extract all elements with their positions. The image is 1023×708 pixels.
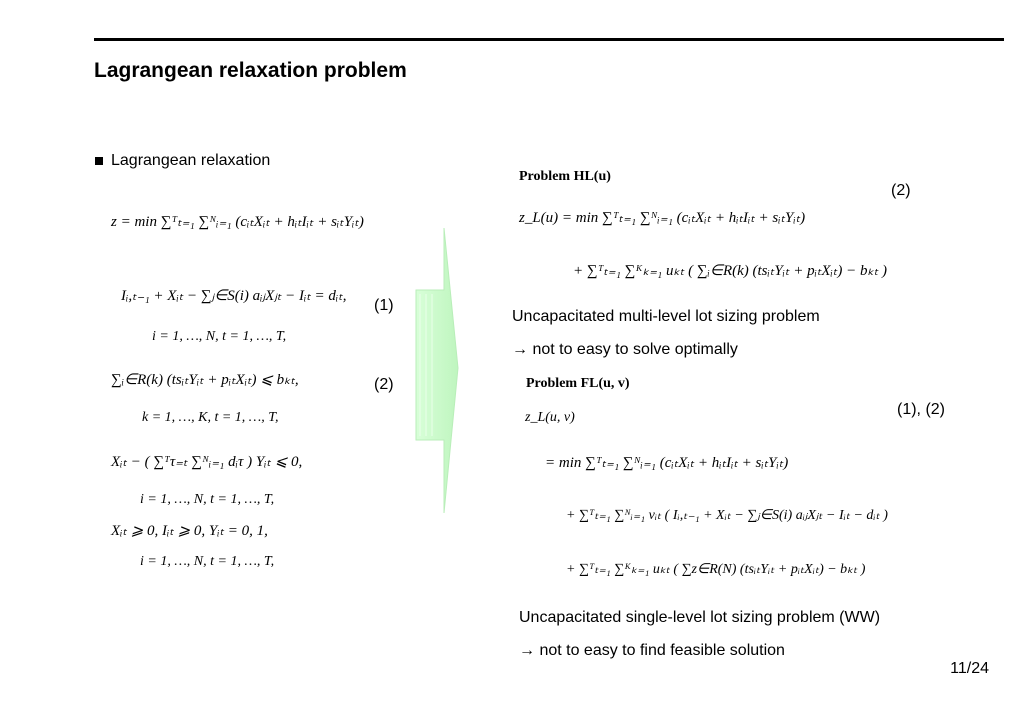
problem-fl-line0: z_L(u, v) <box>525 410 575 425</box>
problem-hl-heading: Problem HL(u) <box>519 169 611 184</box>
problem-hl-line1: z_L(u) = min ∑ᵀₜ₌₁ ∑ᴺᵢ₌₁ (cᵢₜXᵢₜ + hᵢₜIᵢₜ + sᵢₜYᵢₜ) <box>519 210 806 226</box>
problem-fl-line1: = min ∑ᵀₜ₌₁ ∑ᴺᵢ₌₁ (cᵢₜXᵢₜ + hᵢₜIᵢₜ + sᵢₜYᵢₜ) <box>545 455 789 471</box>
constraint-2-range: k = 1, …, K, t = 1, …, T, <box>142 410 279 425</box>
header-rule <box>94 38 1004 41</box>
page-number: 11/24 <box>950 660 989 677</box>
problem-fl-heading: Problem FL(u, v) <box>526 376 630 391</box>
constraint-1-range: i = 1, …, N, t = 1, …, T, <box>152 329 287 344</box>
constraint-3-range: i = 1, …, N, t = 1, …, T, <box>140 492 275 507</box>
problem-fl-description: Uncapacitated single-level lot sizing problem (WW) <box>519 609 881 626</box>
constraint-1-formula: Iᵢ,ₜ₋₁ + Xᵢₜ − ∑ⱼ∈S(i) aᵢⱼXⱼₜ − Iᵢₜ = dᵢₜ, <box>121 288 347 304</box>
transition-arrow-icon <box>414 228 460 513</box>
problem-fl-line2: + ∑ᵀₜ₌₁ ∑ᴺᵢ₌₁ vᵢₜ ( Iᵢ,ₜ₋₁ + Xᵢₜ − ∑ⱼ∈S(i) aᵢⱼXⱼₜ − Iᵢₜ − dᵢₜ ) <box>566 508 888 523</box>
problem-hl-line2: + ∑ᵀₜ₌₁ ∑ᴷₖ₌₁ uₖₜ ( ∑ᵢ∈R(k) (tsᵢₜYᵢₜ + pᵢₜXᵢₜ) − bₖₜ ) <box>573 263 888 279</box>
constraint-2-label: (2) <box>374 376 394 393</box>
problem-fl-note: → not to easy to find feasible solution <box>519 642 785 659</box>
objective-formula: z = min ∑ᵀₜ₌₁ ∑ᴺᵢ₌₁ (cᵢₜXᵢₜ + hᵢₜIᵢₜ + sᵢₜYᵢₜ) <box>111 214 364 230</box>
bullet-square-icon <box>95 157 103 165</box>
problem-hl-ref-label: (2) <box>891 182 911 199</box>
constraint-2-formula: ∑ᵢ∈R(k) (tsᵢₜYᵢₜ + pᵢₜXᵢₜ) ⩽ bₖₜ, <box>111 372 299 388</box>
constraint-1-label: (1) <box>374 297 394 314</box>
bullet-text: Lagrangean relaxation <box>111 152 271 169</box>
constraint-4-formula: Xᵢₜ ⩾ 0, Iᵢₜ ⩾ 0, Yᵢₜ = 0, 1, <box>111 523 268 539</box>
problem-hl-note: → not to easy to solve optimally <box>512 341 738 358</box>
problem-hl-description: Uncapacitated multi-level lot sizing problem <box>512 308 820 325</box>
constraint-4-range: i = 1, …, N, t = 1, …, T, <box>140 554 275 569</box>
slide-title: Lagrangean relaxation problem <box>94 59 407 82</box>
problem-fl-line3: + ∑ᵀₜ₌₁ ∑ᴷₖ₌₁ uₖₜ ( ∑z∈R(N) (tsᵢₜYᵢₜ + pᵢₜXᵢₜ) − bₖₜ ) <box>566 562 866 577</box>
problem-fl-ref-label: (1), (2) <box>897 401 945 418</box>
constraint-3-formula: Xᵢₜ − ( ∑ᵀτ₌ₜ ∑ᴺᵢ₌₁ dᵢτ ) Yᵢₜ ⩽ 0, <box>111 454 303 470</box>
